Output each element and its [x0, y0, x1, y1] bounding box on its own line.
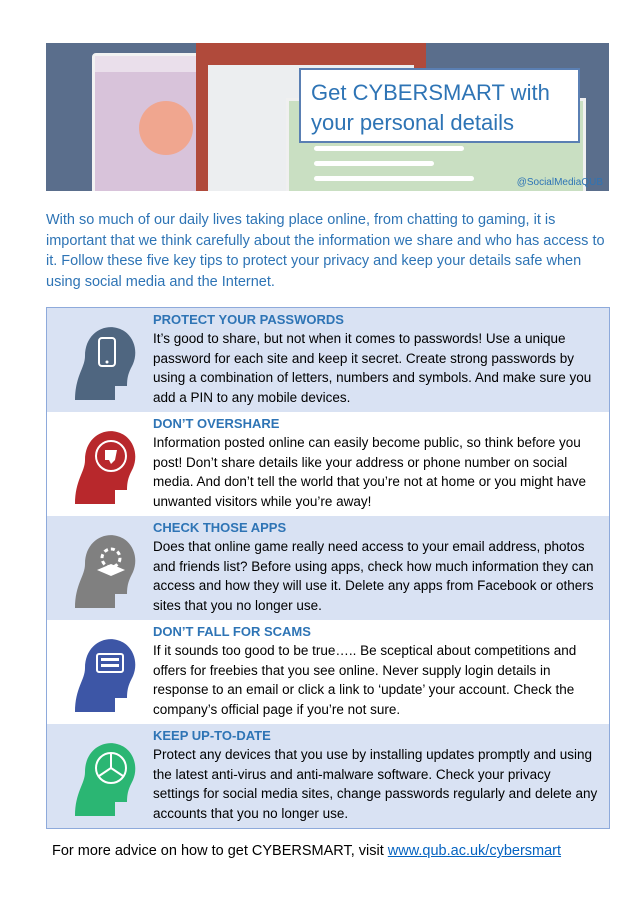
tip-row-updates [47, 724, 609, 828]
tip-heading: PROTECT YOUR PASSWORDS [153, 312, 344, 327]
cybersmart-link[interactable]: www.qub.ac.uk/cybersmart [387, 843, 562, 859]
apps-head-icon [55, 524, 143, 612]
tip-body: It’s good to share, but not when it comes to passwords! Use a unique password for each site and keep it secret. Create strong passwords by using a combination of letters, numbers and symbols. And make sure you add a PIN to any mobile devices. [153, 331, 592, 405]
footer-text: For more advice on how to get CYBERSMART, visit [52, 843, 388, 859]
social-handle: @SocialMediaQUB [516, 177, 603, 188]
tip-body: Protect any devices that you use by installing updates promptly and using the latest anti-virus and anti-malware software. Check your privacy settings for social media sites, change passwords regularly and delete any accounts that you no longer use. [153, 747, 598, 821]
phone-head-icon [55, 316, 143, 404]
title-line-2: your personal details [311, 110, 515, 135]
header-banner [46, 43, 609, 191]
title-line-1: Get CYBERSMART with [311, 80, 550, 105]
tip-body: Does that online game really need access to your email address, photos and friends list? Before using apps, check how much information they can access and how they will use it. Delete any apps from Facebook or others sites that you no longer use. [153, 539, 594, 613]
tip-row-overshare [47, 412, 609, 516]
tips-table [46, 307, 610, 829]
avatar [139, 101, 193, 155]
intro-paragraph: With so much of our daily lives taking place online, from chatting to gaming, it is important that we think carefully about the information we share and who has access to it. Follow these five key tips to protect your privacy and keep your details safe when using social media and the Internet. [46, 212, 605, 290]
footer [52, 843, 561, 859]
thumbs-down-head-icon [55, 420, 143, 508]
tip-row-scams [47, 620, 609, 724]
tip-heading: CHECK THOSE APPS [153, 520, 287, 535]
tip-row-passwords [47, 308, 609, 412]
tip-body: Information posted online can easily become public, so think before you post! Don’t share details like your address or phone number on social media. And don’t tell the world that you’re not at home or you might have unwanted visitors while you’re away! [153, 435, 587, 509]
tip-heading: KEEP UP-TO-DATE [153, 728, 271, 743]
tip-body: If it sounds too good to be true….. Be sceptical about competitions and offers for freebies that you see online. Never supply login details in response to an email or click a link to ‘update’ your account. Check the company’s official page if you’re not sure. [153, 643, 577, 717]
tip-row-apps [47, 516, 609, 620]
tip-heading: DON’T OVERSHARE [153, 416, 280, 431]
page-title [299, 68, 580, 143]
login-head-icon [55, 628, 143, 716]
tip-heading: DON’T FALL FOR SCAMS [153, 624, 311, 639]
clock-head-icon [55, 732, 143, 820]
